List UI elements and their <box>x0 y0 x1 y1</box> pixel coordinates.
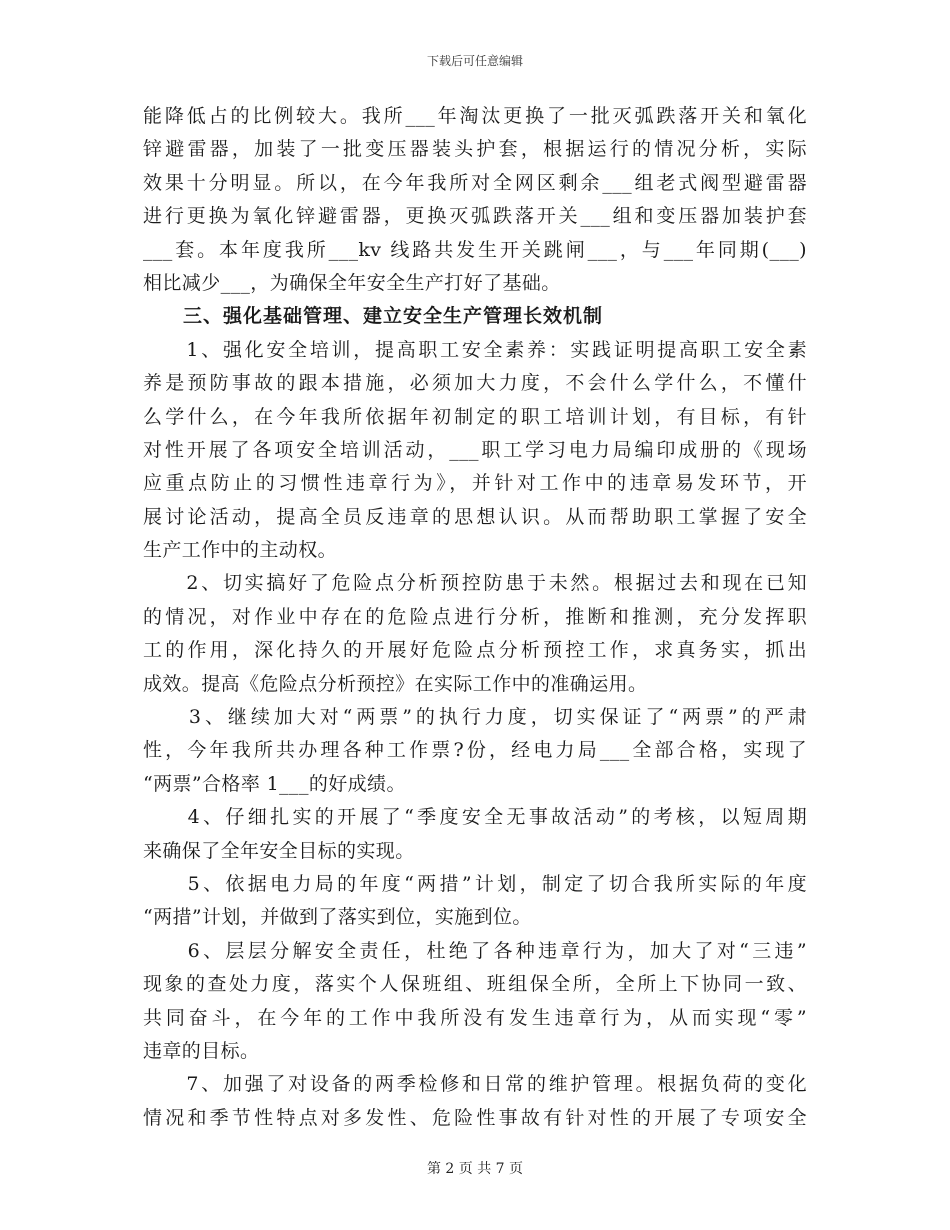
body-line: 工的作用，深化持久的开展好危险点分析预控工作，求真务实，抓出 <box>143 639 807 662</box>
body-line: 成效。提高《危险点分析预控》在实际工作中的准确运用。 <box>143 672 648 695</box>
body-line: 6、层层分解安全责任，杜绝了各种违章行为，加大了对“三违” <box>143 939 807 962</box>
body-line: 违章的目标。 <box>143 1039 260 1062</box>
section-heading: 三、强化基础管理、建立安全生产管理长效机制 <box>143 305 604 328</box>
body-line: 4、仔细扎实的开展了“季度安全无事故活动”的考核，以短周期 <box>143 806 807 829</box>
body-line: 性，今年我所共办理各种工作票?份，经电力局___全部合格，实现了 <box>143 739 807 762</box>
body-line: 1、强化安全培训，提高职工安全素养：实践证明提高职工安全素 <box>143 338 807 361</box>
body-line: 展讨论活动，提高全员反违章的思想认识。从而帮助职工掌握了安全 <box>143 505 807 528</box>
body-line: 3、继续加大对“两票”的执行力度，切实保证了“两票”的严肃 <box>143 706 807 729</box>
body-line: 情况和季节性特点对多发性、危险性事故有针对性的开展了专项安全 <box>143 1106 807 1129</box>
page-number-footer: 第 2 页 共 7 页 <box>426 1161 524 1177</box>
body-line: 共同奋斗，在今年的工作中我所没有发生违章行为，从而实现“零” <box>143 1006 807 1029</box>
body-line: 进行更换为氧化锌避雷器，更换灭弧跌落开关___组和变压器加装护套 <box>143 205 807 228</box>
body-line: “两票”合格率 1___的好成绩。 <box>143 772 406 795</box>
body-line: 对性开展了各项安全培训活动，___职工学习电力局编印成册的《现场 <box>143 438 807 461</box>
body-line: 么学什么，在今年我所依据年初制定的职工培训计划，有目标，有针 <box>143 405 807 428</box>
body-line: 5、依据电力局的年度“两措”计划，制定了切合我所实际的年度 <box>143 872 807 895</box>
body-line: 养是预防事故的跟本措施，必须加大力度，不会什么学什么，不懂什 <box>143 372 807 395</box>
body-line: 7、加强了对设备的两季检修和日常的维护管理。根据负荷的变化 <box>143 1073 807 1096</box>
body-line: 的情况，对作业中存在的危险点进行分析，推断和推测，充分发挥职 <box>143 605 807 628</box>
body-line: 来确保了全年安全目标的实现。 <box>143 839 415 862</box>
body-line: 相比减少___，为确保全年安全生产打好了基础。 <box>143 271 561 294</box>
body-line: 2、切实搞好了危险点分析预控防患于未然。根据过去和现在已知 <box>143 572 807 595</box>
body-line: 能降低占的比例较大。我所___年淘汰更换了一批灭弧跌落开关和氧化 <box>143 105 807 127</box>
body-line: 锌避雷器，加装了一批变压器装头护套，根据运行的情况分析，实际 <box>143 138 807 161</box>
body-line: ___套。本年度我所___kv 线路共发生开关跳闸___，与___年同期(___) <box>143 238 807 261</box>
body-line: 生产工作中的主动权。 <box>143 539 338 562</box>
body-line: 效果十分明显。所以，在今年我所对全网区剩余___组老式阀型避雷器 <box>143 171 807 194</box>
body-line: 现象的查处力度，落实个人保班组、班组保全所，全所上下协同一致、 <box>143 973 807 996</box>
body-line: 应重点防止的习惯性违章行为》，并针对工作中的违章易发环节，开 <box>143 472 807 495</box>
document-body <box>143 100 807 1135</box>
page-header-note: 下载后可任意编辑 <box>426 54 523 68</box>
body-line: “两措”计划，并做到了落实到位，实施到位。 <box>143 906 532 929</box>
